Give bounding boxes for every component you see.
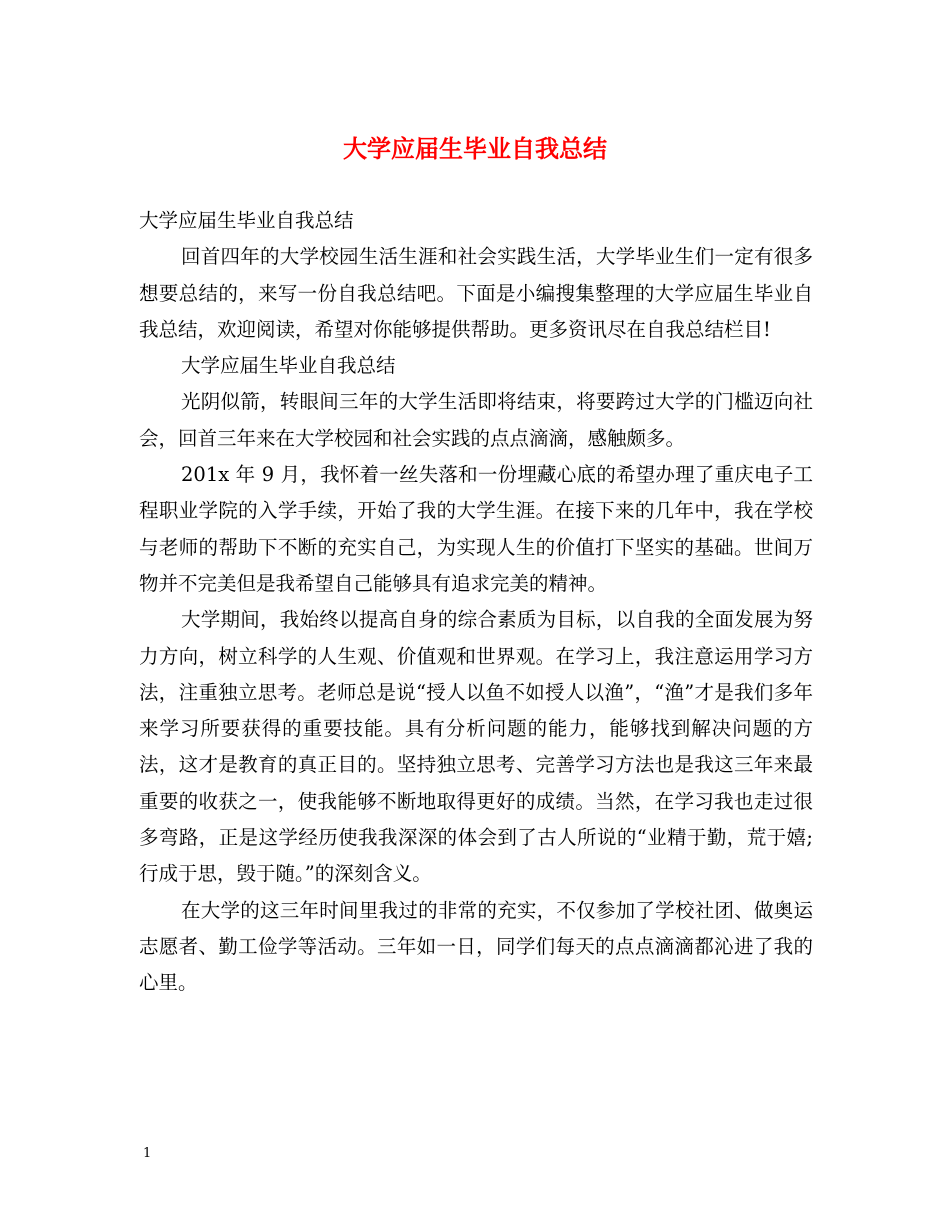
body-paragraph: 大学期间，我始终以提高自身的综合素质为目标，以自我的全面发展为努力方向，树立科学的人生观、价值观和世界观。在学习上，我注意运用学习方法，注重独立思考。老师总是说“授人以鱼不如授人以渔”，“渔”才是我们多年来学习所要获得的重要技能。具有分析问题的能力，能够找到解决问题的方法，这才是教育的真正目的。坚持独立思考、完善学习方法也是我这三年来最重要的收获之一，使我能够不断地取得更好的成绩。当然，在学习我也走过很多弯路，正是这学经历使我我深深的体会到了古人所说的“业精于勤，荒于嬉;行成于思，毁于随。”的深刻含义。 [139, 608, 813, 886]
subsection-heading: 大学应届生毕业自我总结 [181, 354, 396, 378]
body-paragraph: 光阴似箭，转眼间三年的大学生活即将结束，将要跨过大学的门槛迈向社会，回首三年来在大学校园和社会实践的点点滴滴，感触颇多。 [139, 390, 813, 450]
page-number: 1 [143, 1146, 152, 1161]
body-paragraph: 在大学的这三年时间里我过的非常的充实，不仅参加了学校社团、做奥运志愿者、勤工俭学等活动。三年如一日，同学们每天的点点滴滴都沁进了我的心里。 [139, 898, 813, 995]
document-body [139, 203, 813, 1002]
intro-paragraph: 回首四年的大学校园生活生涯和社会实践生活，大学毕业生们一定有很多想要总结的，来写一份自我总结吧。下面是小编搜集整理的大学应届生毕业自我总结，欢迎阅读，希望对你能够提供帮助。更多资讯尽在自我总结栏目! [139, 245, 813, 341]
document-title: 大学应届生毕业自我总结 [343, 134, 607, 163]
body-paragraph: 201x 年 9 月，我怀着一丝失落和一份埋藏心底的希望办理了重庆电子工程职业学院的入学手续，开始了我的大学生涯。在接下来的几年中，我在学校与老师的帮助下不断的充实自己，为实现人生的价值打下坚实的基础。世间万物并不完美但是我希望自己能够具有追求完美的精神。 [139, 463, 813, 595]
section-heading: 大学应届生毕业自我总结 [139, 209, 354, 232]
